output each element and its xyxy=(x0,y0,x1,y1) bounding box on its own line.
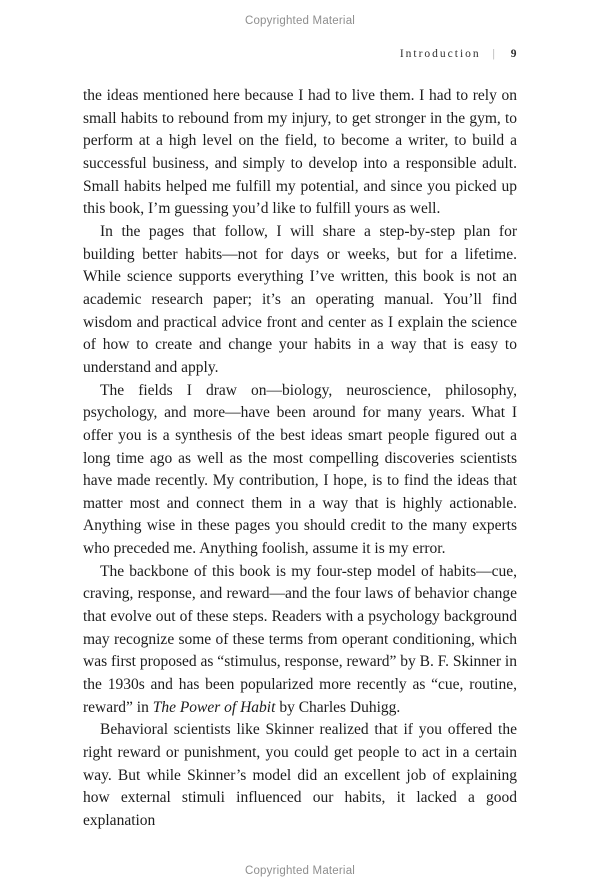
paragraph xyxy=(83,221,517,380)
text-run: The fields I draw on—biology, neuroscience, philosophy, psychology, and more—have been around for many years. What I offer you is a synthesis of the best ideas smart people figured out a long time ago as well as the most compelling discoveries scientists have made recently. My contribution, I hope, is to find the ideas that matter most and connect them in a way that is highly actionable. Anything wise in these pages you should credit to the many experts who preceded me. Anything foolish, assume it is my error. xyxy=(83,381,517,558)
body-text xyxy=(83,85,517,833)
paragraph xyxy=(83,380,517,561)
chapter-title: Introduction xyxy=(399,48,481,60)
text-run: The backbone of this book is my four-step model of habits—cue, craving, response, and reward—and the four laws of behavior change that evolve out of these steps. Readers with a psychology background may recognize some of these terms from operant conditioning, which was first proposed as “stimulus, response, reward” by B. F. Skinner in the 1930s and has been popularized more recently as “cue, routine, reward” in xyxy=(83,562,517,716)
paragraph xyxy=(83,719,517,832)
copyright-notice-bottom: Copyrighted Material xyxy=(244,865,356,877)
copyright-notice-top: Copyrighted Material xyxy=(244,15,356,27)
page-number: 9 xyxy=(510,48,517,60)
text-run: Behavioral scientists like Skinner realized that if you offered the right reward or punishment, you could get people to act in a certain way. But while Skinner’s model did an excellent job of explaining how external stimuli influenced our habits, it lacked a good explanation xyxy=(83,721,517,829)
text-run: In the pages that follow, I will share a step-by-step plan for building better habits—not for days or weeks, but for a lifetime. While science supports everything I’ve written, this book is not an academic research paper; it’s an operating manual. You’ll find wisdom and practical advice front and center as I explain the science of how to create and change your habits in a way that is easy to understand and apply. xyxy=(83,222,517,376)
running-header xyxy=(83,48,517,60)
text-run: the ideas mentioned here because I had to live them. I had to rely on small habits to rebound from my injury, to get stronger in the gym, to perform at a high level on the field, to become a writer, to build a successful business, and simply to develop into a responsible adult. Small habits helped me fulfill my potential, and since you picked up this book, I’m guessing you’d like to fulfill yours as well. xyxy=(83,87,517,218)
paragraph xyxy=(83,561,517,720)
text-run: by Charles Duhigg. xyxy=(275,698,401,716)
paragraph xyxy=(83,85,517,221)
header-separator: | xyxy=(492,48,497,60)
book-title-italic: The Power of Habit xyxy=(152,698,276,716)
